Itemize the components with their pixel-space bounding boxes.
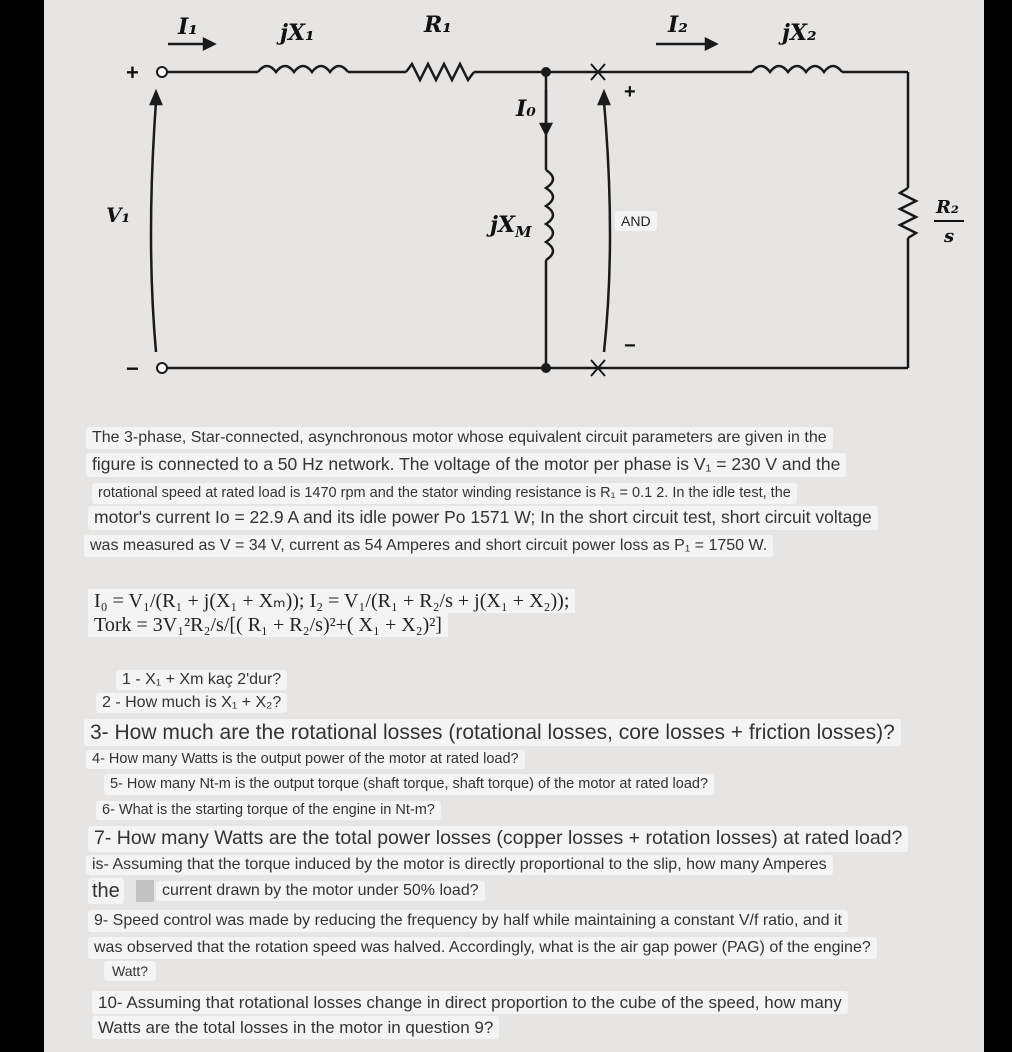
node-top	[541, 67, 551, 77]
r2-zigzag	[900, 188, 916, 238]
node-bottom	[541, 363, 551, 373]
jxm-coil	[546, 170, 553, 260]
r2-numerator: R₂	[936, 197, 959, 218]
v1-bracket	[151, 102, 156, 352]
question-8-line-2: current drawn by the motor under 50% load?	[156, 881, 485, 901]
question-3: 3- How much are the rotational losses (rotational losses, core losses + friction losses)?	[84, 719, 901, 746]
question-1: 1 - X₁ + Xm kaç 2'dur?	[116, 670, 287, 690]
question-2: 2 - How much is X₁ + X₂?	[96, 693, 287, 713]
e-bracket	[604, 102, 610, 352]
question-6: 6- What is the starting torque of the engine in Nt-m?	[96, 801, 441, 820]
i2-label: I₂	[668, 12, 688, 38]
r1-label: R₁	[424, 12, 452, 38]
r2-denominator: s	[944, 226, 955, 247]
question-10-line-1: 10- Assuming that rotational losses change in direct proportion to the cube of the speed, how many	[92, 991, 848, 1014]
equivalent-circuit	[0, 0, 1012, 420]
formula-torque: Tork = 3V₁²R₂/s/[( R₁ + R₂/s)²+( X₁ + X₂)²]	[88, 613, 448, 637]
r1-zigzag	[406, 64, 474, 80]
problem-line-1: The 3-phase, Star-connected, asynchronous motor whose equivalent circuit parameters are given in the	[86, 427, 833, 449]
terminal-minus-label: −	[126, 356, 139, 381]
question-8-redaction	[136, 880, 154, 902]
minus-mid-label: −	[624, 335, 636, 357]
question-9-line-3: Watt?	[104, 961, 156, 981]
terminal-minus	[157, 363, 167, 373]
jxm-label: $jX_M$	[490, 212, 532, 241]
jx1-coil	[258, 66, 348, 72]
question-8-word: the	[88, 878, 124, 904]
v1-label: V₁	[106, 203, 131, 227]
terminal-plus-label: +	[126, 60, 139, 85]
i0-label: I₀	[516, 96, 536, 122]
question-4: 4- How many Watts is the output power of the motor at rated load?	[86, 750, 525, 769]
question-9-line-2: was observed that the rotation speed was halved. Accordingly, what is the air gap power (PAG) of the engine?	[88, 937, 877, 959]
problem-line-2: figure is connected to a 50 Hz network. The voltage of the motor per phase is V₁ = 230 V and the	[86, 453, 846, 477]
problem-line-5: was measured as V = 34 V, current as 54 Amperes and short circuit power loss as P₁ = 1750 W.	[84, 535, 773, 557]
v1-arrowhead	[151, 92, 161, 104]
formula-currents: I₀ = V₁/(R₁ + j(X₁ + Xₘ)); I₂ = V₁/(R₁ + R₂/s + j(X₁ + X₂));	[88, 589, 575, 613]
problem-line-4: motor's current Io = 22.9 A and its idle power Po 1571 W; In the short circuit test, short circuit voltage	[88, 506, 878, 530]
jx1-label: jX₁	[280, 20, 315, 46]
question-5: 5- How many Nt-m is the output torque (shaft torque, shaft torque) of the motor at rated load?	[104, 774, 714, 795]
jx2-label: jX₂	[782, 20, 817, 46]
terminal-plus	[157, 67, 167, 77]
question-10-line-2: Watts are the total losses in the motor in question 9?	[92, 1016, 499, 1039]
i1-label: I₁	[178, 14, 198, 40]
e-arrowhead	[599, 92, 609, 104]
jx2-coil	[752, 66, 842, 72]
and-label: AND	[615, 211, 657, 231]
question-9-line-1: 9- Speed control was made by reducing the frequency by half while maintaining a constant V/f ratio, and it	[88, 910, 848, 932]
question-7: 7- How many Watts are the total power losses (copper losses + rotation losses) at rated load?	[88, 826, 908, 852]
question-8-line-1: is- Assuming that the torque induced by the motor is directly proportional to the slip, how many Amperes	[86, 855, 833, 875]
plus-mid-label: +	[624, 81, 636, 103]
problem-line-3: rotational speed at rated load is 1470 rpm and the stator winding resistance is R₁ = 0.1 2. In the idle test, the	[92, 483, 797, 504]
